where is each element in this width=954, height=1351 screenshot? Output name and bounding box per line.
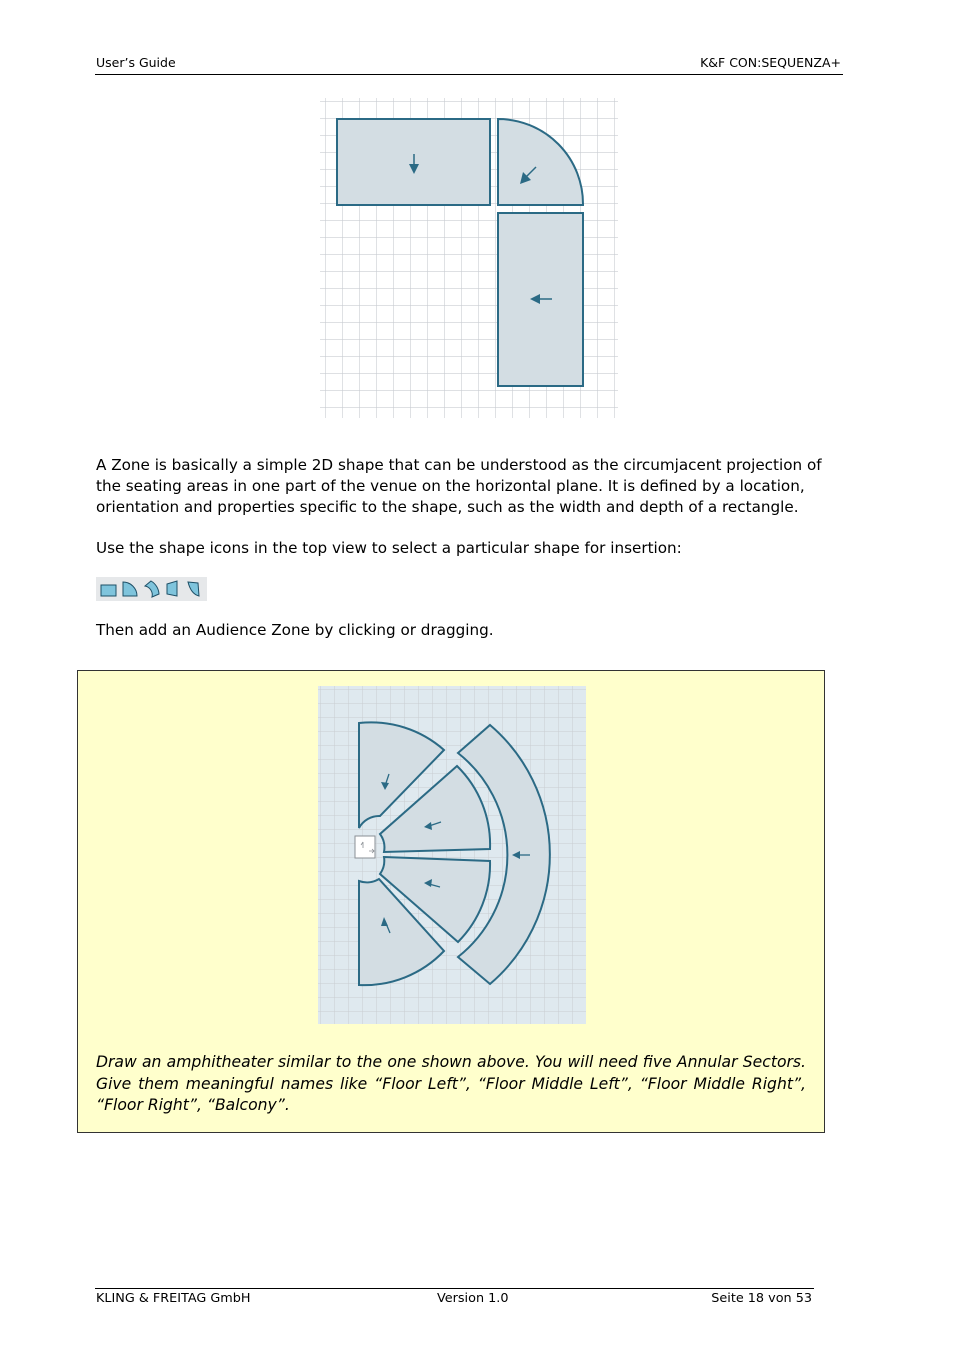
- header-rule: [95, 74, 843, 75]
- quarter-circle-shape-icon[interactable]: [123, 582, 137, 596]
- origin-marker-icon: [355, 836, 375, 858]
- header-doc-title: User’s Guide: [96, 55, 176, 70]
- zones-top-view-figure: [320, 98, 618, 418]
- exercise-box: [77, 670, 825, 1133]
- shape-icons-intro-paragraph: Use the shape icons in the top view to select a particular shape for insertion:: [96, 539, 682, 557]
- footer-version: Version 1.0: [437, 1291, 509, 1306]
- footer-page-number: Seite 18 von 53: [711, 1291, 812, 1306]
- trapezoid-shape-icon[interactable]: [167, 581, 177, 596]
- zone-definition-paragraph: A Zone is basically a simple 2D shape that can be understood as the circumjacent projection of the seating areas in one part of the venue on the horizontal plane. It is defined by a location, orientation and properties specific to the shape, such as the width and depth of a rectangle.: [96, 456, 822, 516]
- add-zone-paragraph: Then add an Audience Zone by clicking or dragging.: [96, 621, 494, 639]
- header-product-name: K&F CON:SEQUENZA+: [700, 55, 841, 70]
- rectangle-shape-icon[interactable]: [101, 585, 116, 596]
- footer-company: KLING & FREITAG GmbH: [96, 1291, 251, 1306]
- exercise-caption: Draw an amphitheater similar to the one shown above. You will need five Annular Sectors. Give them meaningful names like “Floor Left”, “Floor Middle Left”, “Floor Middle Right”, “Floor Right”, “Balcony”.: [96, 1053, 806, 1114]
- footer-rule: [95, 1288, 814, 1289]
- sector-shape-icon[interactable]: [188, 582, 199, 596]
- annular-sector-shape-icon[interactable]: [145, 581, 159, 597]
- shape-icon-toolbar: [96, 577, 207, 601]
- amphitheater-figure: [318, 686, 586, 1024]
